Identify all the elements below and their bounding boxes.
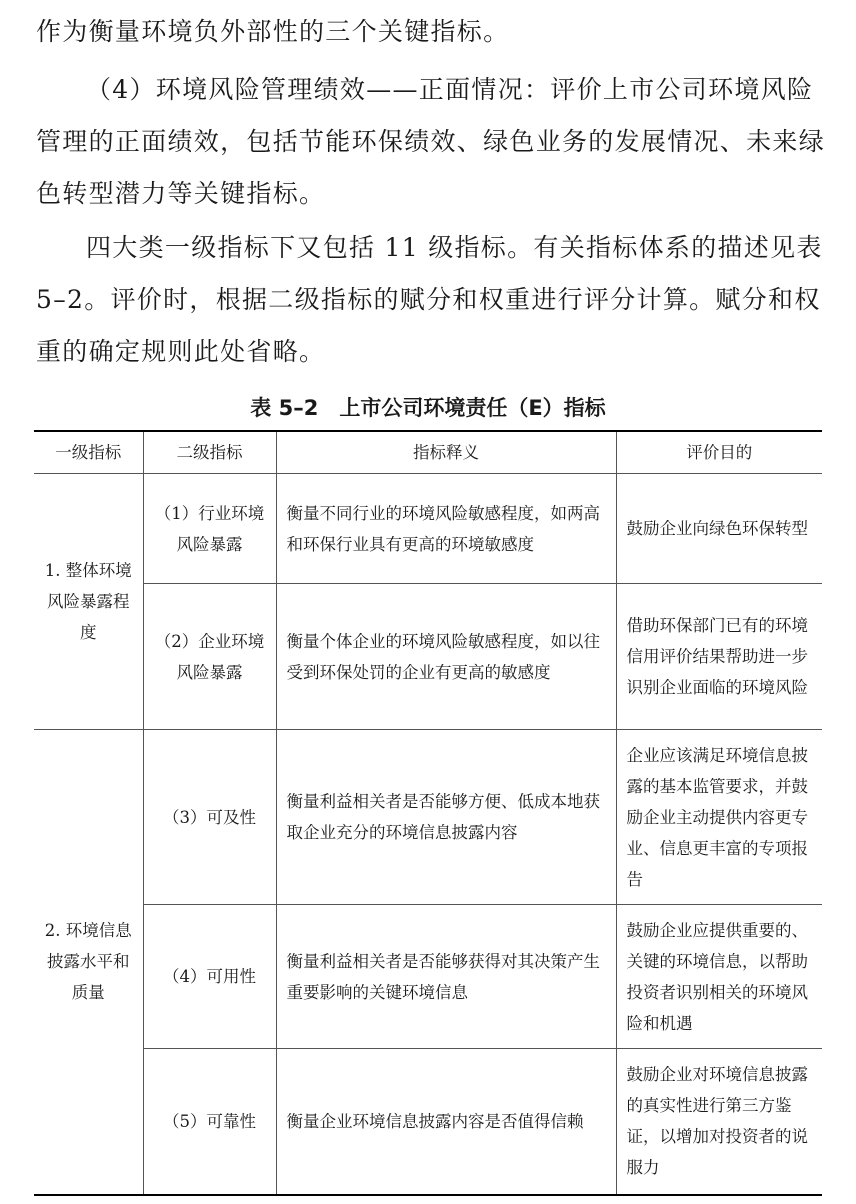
level2-cell: （3）可及性	[143, 730, 276, 905]
purpose-cell: 企业应该满足环境信息披露的基本监管要求，并鼓励企业主动提供内容更专业、信息更丰富的专项报告	[616, 730, 822, 905]
header-level2: 二级指标	[143, 431, 276, 474]
level1-cell: 1. 整体环境风险暴露程度	[34, 474, 143, 730]
header-purpose: 评价目的	[616, 431, 822, 474]
level2-cell: （1）行业环境风险暴露	[143, 474, 276, 584]
header-level1: 一级指标	[34, 431, 143, 474]
level2-cell: （2）企业环境风险暴露	[143, 584, 276, 730]
level1-cell: 2. 环境信息披露水平和质量	[34, 730, 143, 1195]
table-row	[34, 584, 822, 730]
description-cell: 衡量利益相关者是否能够方便、低成本地获取企业充分的环境信息披露内容	[276, 730, 616, 905]
paragraph-continuation: 作为衡量环境负外部性的三个关键指标。	[36, 17, 510, 46]
table-header-row	[34, 431, 822, 474]
table-caption: 表 5–2 上市公司环境责任（E）指标	[250, 396, 606, 420]
header-description: 指标释义	[276, 431, 616, 474]
paragraph-indicator-system: 四大类一级指标下又包括 11 级指标。有关指标体系的描述见表 5–2。评价时，根据二级指标的赋分和权重进行评分计算。赋分和权重的确定规则此处省略。	[36, 233, 823, 366]
paragraph-environmental-risk-management: （4）环境风险管理绩效——正面情况：评价上市公司环境风险管理的正面绩效，包括节能环保绩效、绿色业务的发展情况、未来绿色转型潜力等关键指标。	[36, 75, 826, 208]
table-row	[34, 474, 822, 584]
level2-cell: （5）可靠性	[143, 1049, 276, 1195]
indicator-table	[34, 430, 822, 1196]
purpose-cell: 鼓励企业对环境信息披露的真实性进行第三方鉴证，以增加对投资者的说服力	[616, 1049, 822, 1195]
purpose-cell: 鼓励企业应提供重要的、关键的环境信息，以帮助投资者识别相关的环境风险和机遇	[616, 905, 822, 1049]
description-cell: 衡量利益相关者是否能够获得对其决策产生重要影响的关键环境信息	[276, 905, 616, 1049]
description-cell: 衡量不同行业的环境风险敏感程度，如两高和环保行业具有更高的环境敏感度	[276, 474, 616, 584]
purpose-cell: 鼓励企业向绿色环保转型	[616, 474, 822, 584]
table-row	[34, 730, 822, 905]
table-row	[34, 905, 822, 1049]
description-cell: 衡量企业环境信息披露内容是否值得信赖	[276, 1049, 616, 1195]
description-cell: 衡量个体企业的环境风险敏感程度，如以往受到环保处罚的企业有更高的敏感度	[276, 584, 616, 730]
level2-cell: （4）可用性	[143, 905, 276, 1049]
table-row	[34, 1049, 822, 1195]
purpose-cell: 借助环保部门已有的环境信用评价结果帮助进一步识别企业面临的环境风险	[616, 584, 822, 730]
